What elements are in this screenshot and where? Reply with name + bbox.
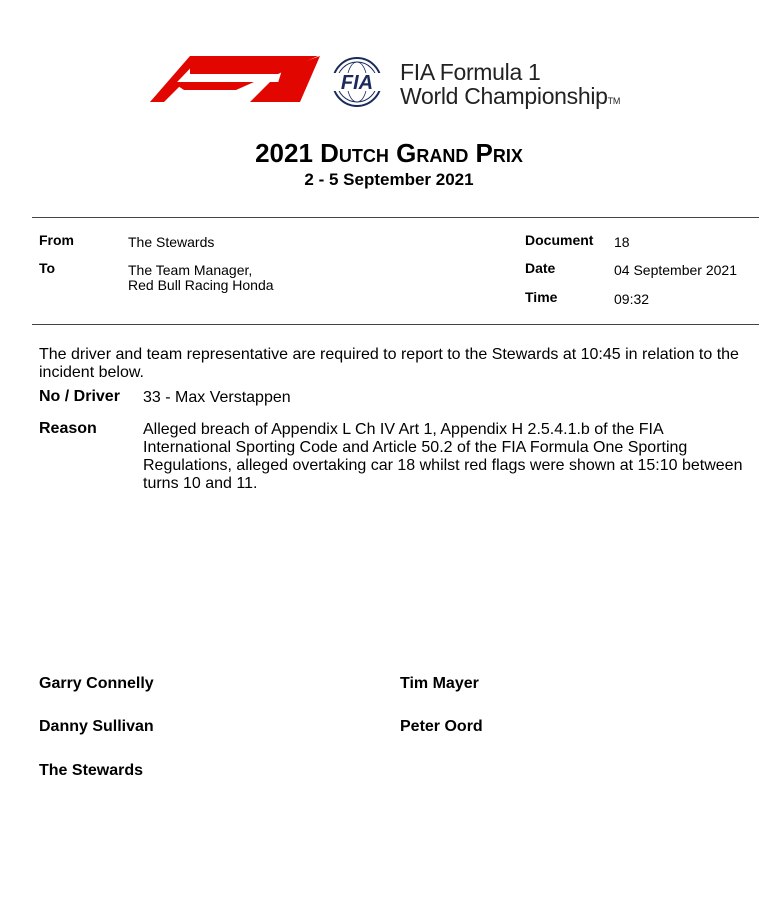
intro-text: The driver and team representative are required to report to the Stewards at 10:45 in relation to the incident below. [39, 346, 739, 381]
date-value: 04 September 2021 [614, 262, 737, 278]
svg-text:FIA: FIA [340, 72, 374, 94]
fia-f1-logo [150, 52, 670, 112]
event-title [0, 138, 778, 168]
trademark: TM [607, 96, 621, 106]
document-label: Document [525, 232, 594, 248]
logo-line-2 [400, 84, 620, 113]
reason-value: Alleged breach of Appendix L Ch IV Art 1, Appendix H 2.5.4.1.b of the FIA International Sporting Code and Article 50.2 of the FIA Formula One Sporting Regulations, alleged overtaking car 18 whilst red flags were shown at 15:10 between turns 10 and 11. [143, 421, 743, 492]
divider-top [32, 217, 759, 218]
signatory-4: Peter Oord [400, 718, 483, 735]
signatory-3: Danny Sullivan [39, 718, 154, 735]
time-label: Time [525, 289, 558, 305]
driver-value: 33 - Max Verstappen [143, 389, 291, 406]
to-label: To [39, 260, 56, 276]
divider-bottom [32, 324, 759, 325]
fia-seal-icon [322, 56, 392, 108]
logo-line-1: FIA Formula 1 [400, 59, 541, 85]
reason-label: Reason [39, 420, 97, 437]
logo-line-2-text: World Championship [400, 83, 608, 109]
from-label: From [39, 232, 74, 248]
event-dates: 2 - 5 September 2021 [304, 170, 474, 189]
document-value: 18 [614, 234, 630, 250]
stewards-footer: The Stewards [39, 762, 144, 779]
signatory-1: Garry Connelly [39, 675, 154, 692]
time-value: 09:32 [614, 291, 650, 307]
to-value-line-2: Red Bull Racing Honda [128, 277, 274, 293]
from-value: The Stewards [128, 234, 215, 250]
logo-wordmark [400, 60, 620, 113]
driver-label: No / Driver [39, 388, 120, 405]
to-value-line-1: The Team Manager, [128, 262, 253, 278]
signatory-2: Tim Mayer [400, 675, 479, 692]
event-title-text: 2021 Dutch Grand Prix [255, 138, 523, 168]
date-label: Date [525, 260, 556, 276]
f1-logo-icon [150, 56, 320, 102]
